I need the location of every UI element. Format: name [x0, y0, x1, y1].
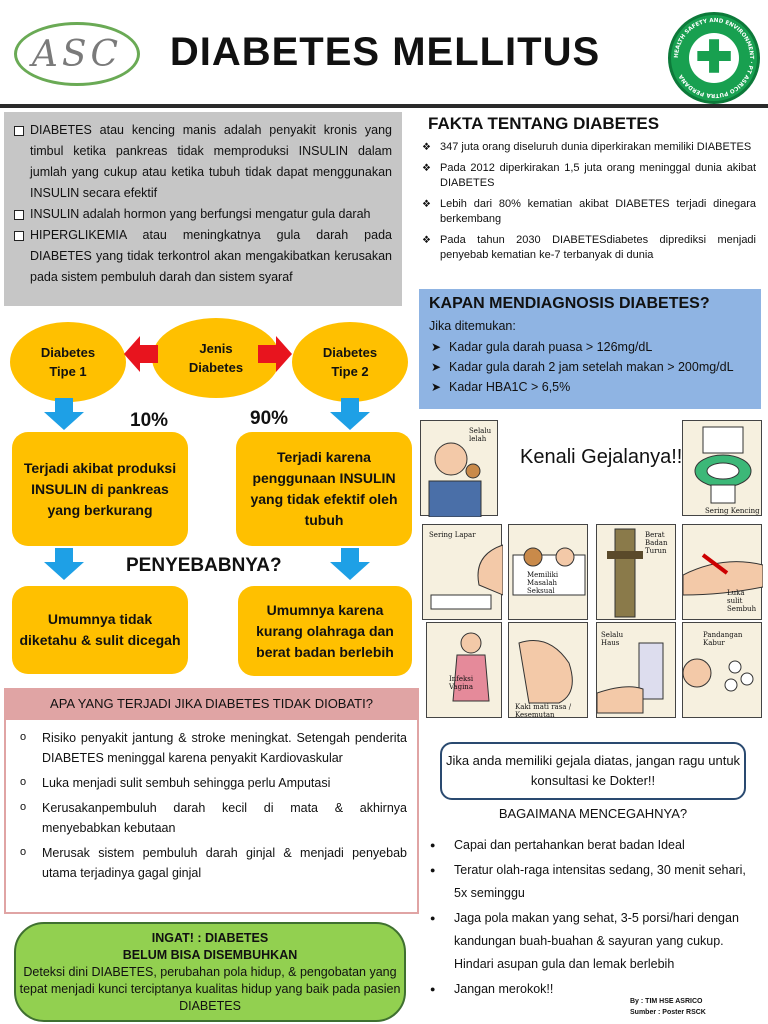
- hse-logo: [668, 12, 760, 104]
- symptoms-title: Kenali Gejalanya!!: [520, 446, 683, 468]
- intro-box: [4, 112, 402, 306]
- diagnosis-intro: Jika ditemukan:: [429, 319, 516, 333]
- reminder-line1: INGAT! : DIABETES: [151, 931, 269, 945]
- symptom-numbness-illustration: Kaki mati rasa / Kesemutan: [508, 622, 588, 718]
- danger-list: [4, 718, 419, 914]
- blue-arrow-down-icon: [44, 398, 84, 430]
- danger-item: o Kerusakanpembuluh darah kecil di mata & akhirnya menyebabkan kebutaan: [16, 798, 407, 838]
- symptom-hunger-illustration: Sering Lapar: [422, 524, 502, 620]
- prevention-item: ● Jangan merokok!!: [428, 978, 762, 1001]
- fakta-item: ❖ Pada 2012 diperkirakan 1,5 juta orang meninggal dunia akibat DIABETES: [422, 161, 756, 191]
- symptoms-panel: [420, 416, 764, 718]
- symptom-infection-illustration: Infeksi Vagina: [426, 622, 502, 718]
- tipe2-cause-box: Terjadi karena penggunaan INSULIN yang tidak efektif oleh tubuh: [236, 432, 412, 546]
- tipe2-oval: Diabetes Tipe 2: [292, 322, 408, 402]
- intro-item: DIABETES atau kencing manis adalah penyakit kronis yang timbul ketika pankreas tidak memproduksi INSULIN dalam jumlah yang cukup atau ketika tubuh tidak dapat menggunakan INSULIN secara efektif: [14, 120, 392, 204]
- credit: [630, 996, 706, 1018]
- symptom-weight-loss-illustration: Berat Badan Turun: [596, 524, 676, 620]
- fakta-title: FAKTA TENTANG DIABETES: [428, 114, 660, 133]
- reminder-line2: BELUM BISA DISEMBUHKAN: [122, 948, 298, 962]
- prevention-item: ● Jaga pola makan yang sehat, 3-5 porsi/hari dengan kandungan buah-buahan & sayuran yang cukup. Hindari asupan gula dan lemak berlebih: [428, 907, 762, 976]
- fakta-item: ❖ 347 juta orang diseluruh dunia diperkirakan memiliki DIABETES: [422, 140, 756, 155]
- fakta-list: [422, 140, 756, 269]
- tipe1-percent: 10%: [130, 410, 169, 431]
- diagnosis-item: ➤ Kadar gula darah 2 jam setelah makan > 200mg/dL: [429, 357, 751, 377]
- fakta-item: ❖ Lebih dari 80% kematian akibat DIABETES terjadi dinegara berkembang: [422, 197, 756, 227]
- diagnosis-title: KAPAN MENDIAGNOSIS DIABETES?: [429, 295, 710, 312]
- header-divider: [0, 104, 768, 108]
- diagnosis-item: ➤ Kadar HBA1C > 6,5%: [429, 377, 751, 397]
- symptom-thirst-illustration: Selalu Haus: [596, 622, 676, 718]
- diagnosis-box: [419, 289, 761, 409]
- red-arrow-right-icon: [258, 336, 292, 372]
- danger-item: o Merusak sistem pembuluh darah ginjal & menjadi penyebab utama terjadinya gagal ginjal: [16, 843, 407, 883]
- reminder-box: [14, 922, 406, 1022]
- blue-arrow-down-icon: [330, 398, 370, 430]
- symptom-wound-illustration: Luka sulit Sembuh: [682, 524, 762, 620]
- credit-by: By : TIM HSE ASRICO: [630, 998, 703, 1005]
- logo-text: ASC: [31, 33, 123, 75]
- asc-logo: [14, 22, 140, 86]
- tipe1-cause-box: Terjadi akibat produksi INSULIN di pankreas yang berkurang: [12, 432, 188, 546]
- reminder-body: Deteksi dini DIABETES, perubahan pola hidup, & pengobatan yang tepat menjadi kunci terciptanya kualitas hidup yang baik pada pasien DIABETES: [19, 965, 401, 1013]
- blue-arrow-down-icon: [330, 548, 370, 580]
- hse-cross-icon: ✚: [689, 33, 739, 83]
- svg-text:HEALTH SAFETY AND ENVIRONMENT: HEALTH SAFETY AND ENVIRONMENT · PT ASRICO PUTRA PERDANA: [673, 17, 755, 99]
- symptom-sexual-illustration: Memiliki Masalah Seksual: [508, 524, 588, 620]
- penyebab-label: PENYEBABNYA?: [126, 555, 282, 576]
- danger-title: APA YANG TERJADI JIKA DIABETES TIDAK DIOBATI?: [4, 688, 419, 718]
- prevention-list: [428, 834, 762, 1003]
- prevention-title: BAGAIMANA MENCEGAHNYA?: [498, 806, 688, 821]
- red-arrow-left-icon: [124, 336, 158, 372]
- tipe1-oval: Diabetes Tipe 1: [10, 322, 126, 402]
- jenis-oval: Jenis Diabetes: [152, 318, 280, 398]
- prevention-item: ● Capai dan pertahankan berat badan Ideal: [428, 834, 762, 857]
- symptom-blurred-vision-illustration: Pandangan Kabur: [682, 622, 762, 718]
- intro-item: INSULIN adalah hormon yang berfungsi mengatur gula darah: [14, 204, 392, 225]
- danger-item: o Risiko penyakit jantung & stroke meningkat. Setengah penderita DIABETES meninggal karena penyakit Kardiovaskular: [16, 728, 407, 768]
- tipe2-note-box: Umumnya karena kurang olahraga dan berat badan berlebih: [238, 586, 412, 676]
- symptom-urination-illustration: Sering Kencing: [682, 420, 762, 516]
- consult-bubble: Jika anda memiliki gejala diatas, jangan ragu untuk konsultasi ke Dokter!!: [440, 742, 746, 800]
- tipe1-note-box: Umumnya tidak diketahu & sulit dicegah: [12, 586, 188, 674]
- danger-item: o Luka menjadi sulit sembuh sehingga perlu Amputasi: [16, 773, 407, 793]
- intro-item: HIPERGLIKEMIA atau meningkatnya gula darah pada DIABETES yang tidak terkontrol akan mengakibatkan kerusakan pada sistem pembuluh darah dan sistem syaraf: [14, 225, 392, 288]
- page-title: DIABETES MELLITUS: [169, 30, 601, 74]
- credit-source: Sumber : Poster RSCK: [630, 1009, 706, 1016]
- blue-arrow-down-icon: [44, 548, 84, 580]
- prevention-item: ● Teratur olah-raga intensitas sedang, 30 menit sehari, 5x seminggu: [428, 859, 762, 905]
- diagnosis-item: ➤ Kadar gula darah puasa > 126mg/dL: [429, 337, 751, 357]
- symptom-tired-illustration: Selalu lelah: [420, 420, 498, 516]
- tipe2-percent: 90%: [250, 408, 289, 429]
- fakta-item: ❖ Pada tahun 2030 DIABETESdiabetes diprediksi menjadi penyebab kematian ke-7 terbanyak di dunia: [422, 233, 756, 263]
